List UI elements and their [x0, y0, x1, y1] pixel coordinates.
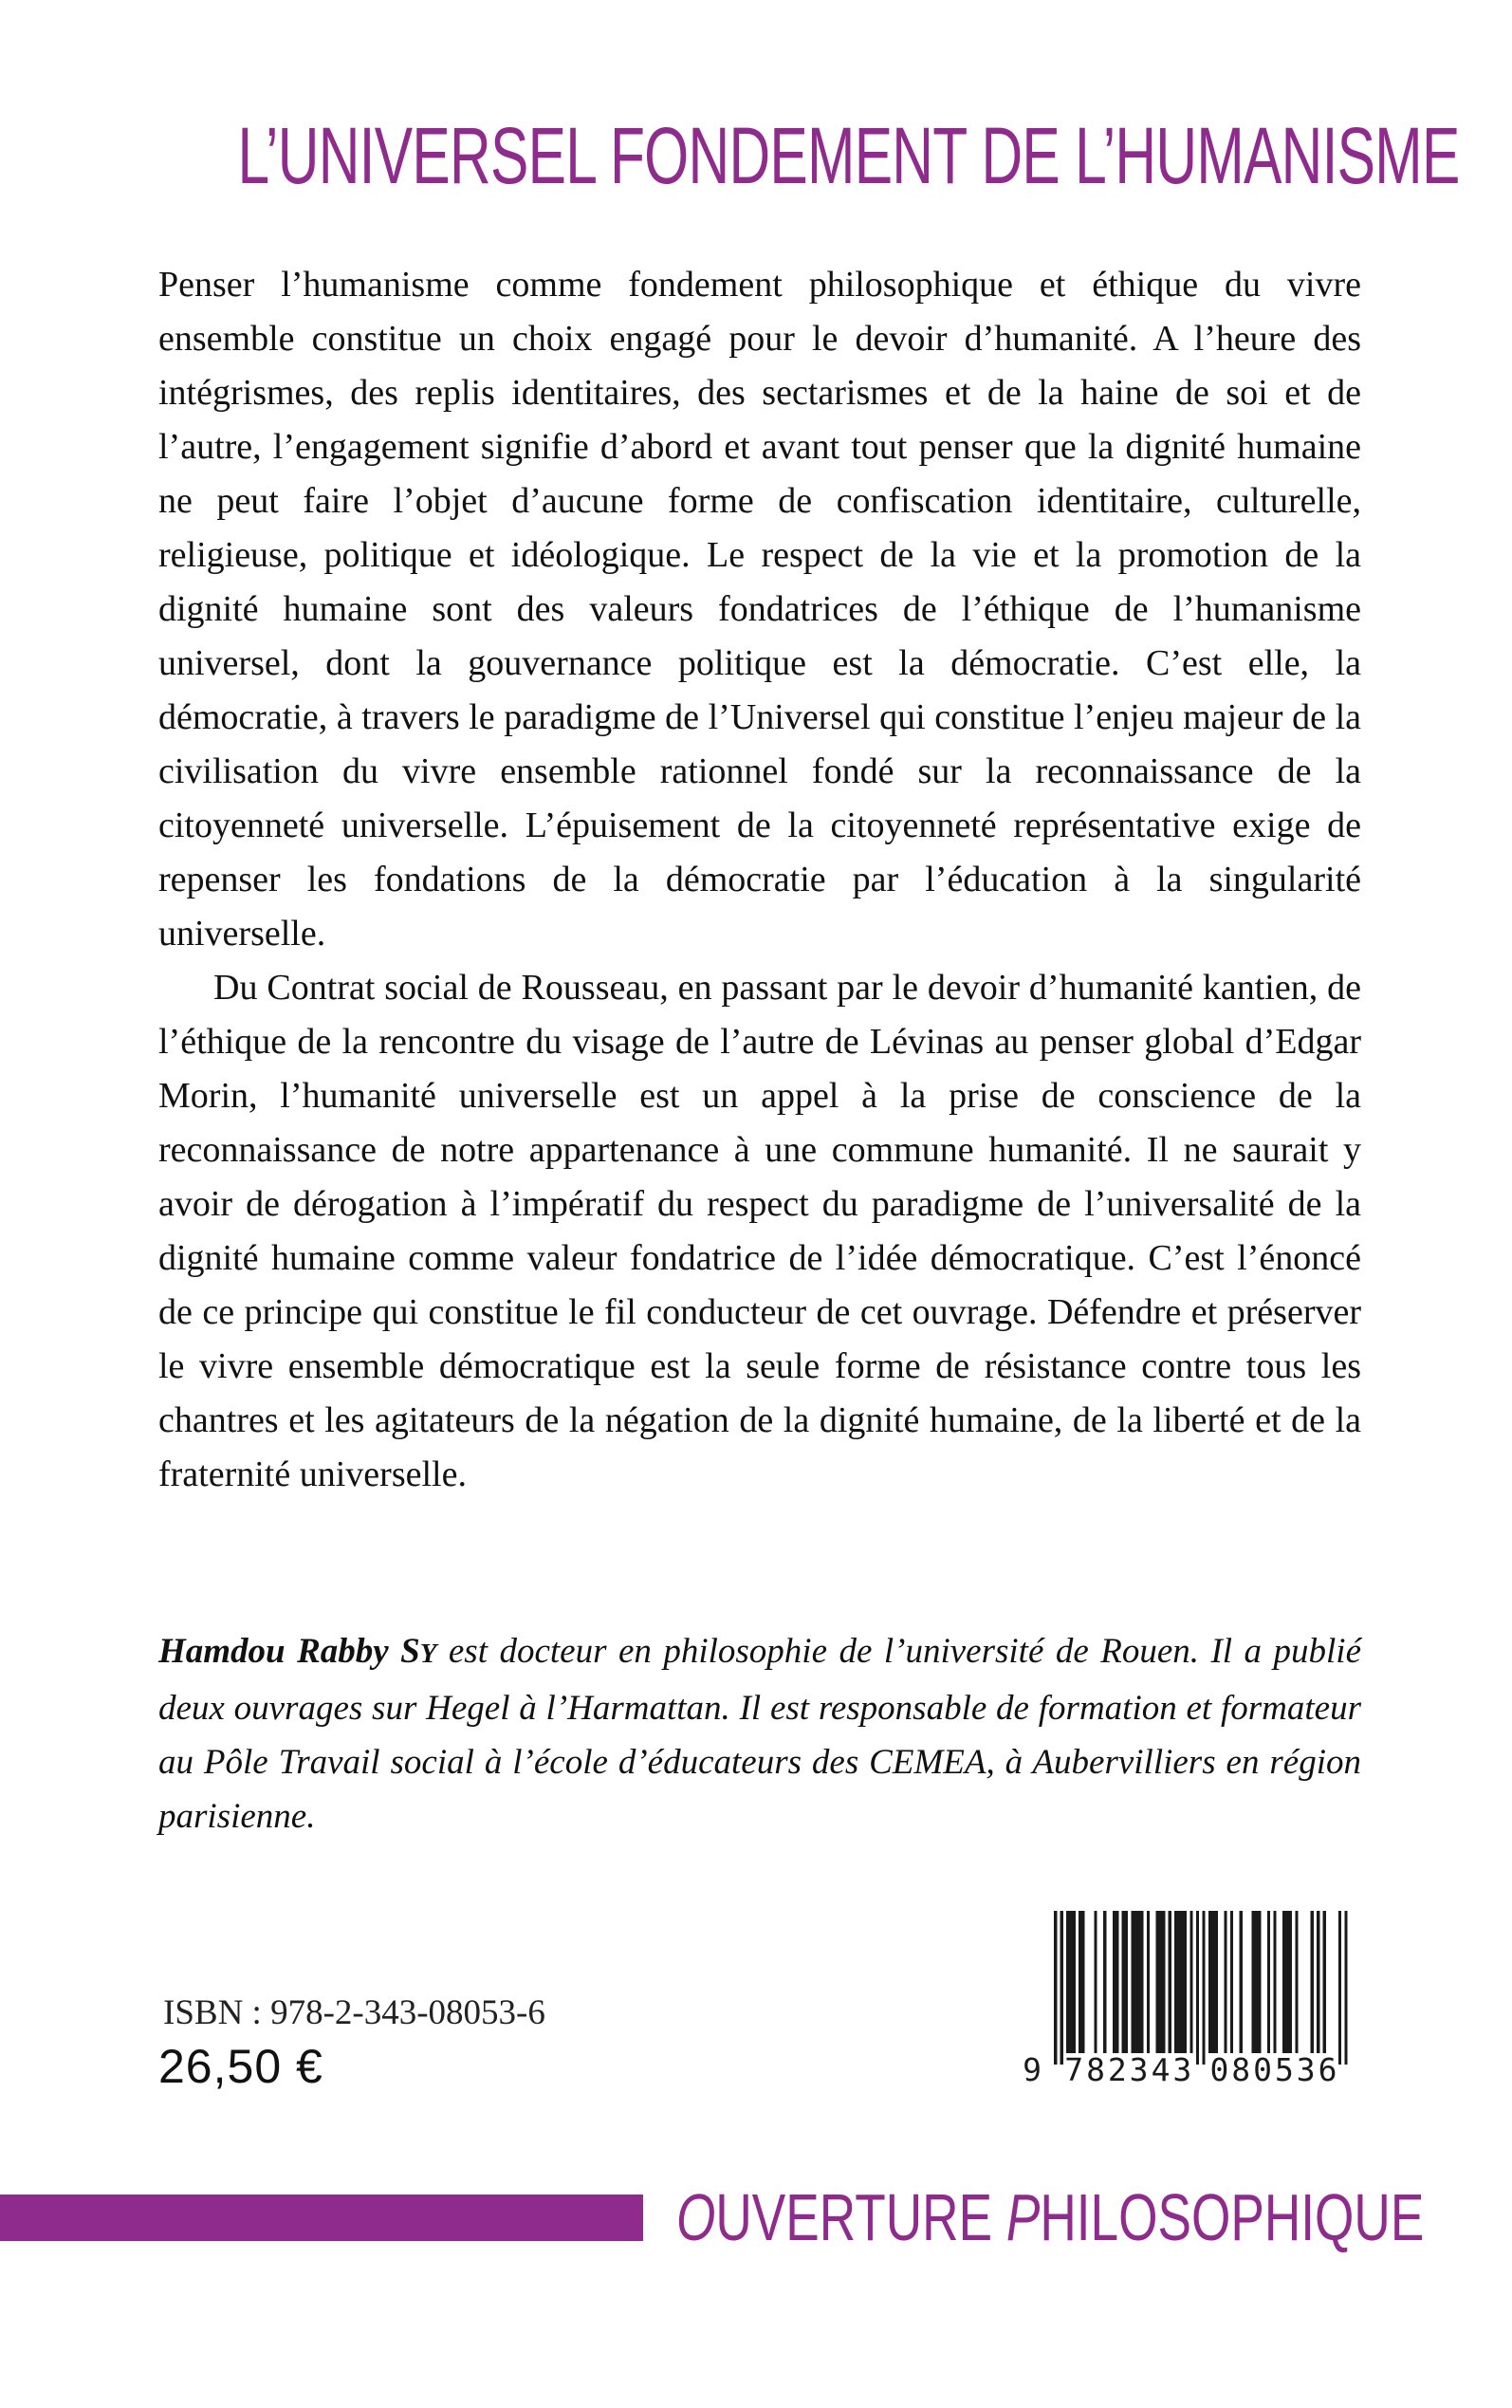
barcode-bar	[1252, 1911, 1262, 2053]
barcode-bar	[1103, 1911, 1106, 2053]
barcode-bar	[1060, 1911, 1063, 2065]
barcode-bar	[1240, 1911, 1243, 2053]
synopsis-paragraph-1: Penser l’humanisme comme fondement philosophique et éthique du vivre ensemble constitue un choix engagé pour le devoir d’humanité. A l’heure des intégrismes, des replis identitaires, des sectarismes et de la haine de soi et de l’autre, l’engagement signifie d’abord et avant tout penser que la dignité humaine ne peut faire l’objet d’aucune forme de confiscation identitaire, culturelle, religieuse, politique et idéologique. Le respect de la vie et la promotion de la dignité humaine sont des valeurs fondatrices de l’éthique de l’humanisme universel, dont la gouvernance politique est la démocratie. C’est elle, la démocratie, à travers le paradigme de l’Universel qui constitue l’enjeu majeur de la civilisation du vivre ensemble rationnel fondé sur la reconnaissance de la citoyenneté universelle. L’épuisement de la citoyenneté représentative exige de repenser les fondations de la démocratie par l’éducation à la singularité universelle.	[158, 265, 1361, 954]
barcode-bar	[1169, 1911, 1171, 2053]
barcode-bar	[1122, 1911, 1129, 2053]
barcode-bar	[1174, 1911, 1187, 2053]
barcode-bar	[1156, 1911, 1166, 2053]
author-name: Hamdou Rabby S	[158, 1632, 420, 1671]
barcode-digit: 3	[1129, 2051, 1149, 2085]
collection-word-ouverture: OUVERTURE	[676, 2180, 993, 2254]
barcode-bar	[1338, 1911, 1341, 2065]
barcode-bar	[1317, 1911, 1319, 2053]
collection-word-philosophique: PHILOSOPHIQUE	[1005, 2180, 1425, 2254]
book-title-text: L’UNIVERSEL FONDEMENT DE L’HUMANISME	[237, 111, 1460, 200]
barcode-bar	[1113, 1911, 1119, 2053]
collection-color-bar	[0, 2195, 643, 2241]
barcode-digit: 8	[1086, 2051, 1105, 2085]
barcode-bar	[1208, 1911, 1218, 2053]
author-bio-text: est docteur en philosophie de l’université de Rouen. Il a publié deux ouvrages sur Hegel à l’Harmattan. Il est responsable de formation et formateur au Pôle Travail social à l’école d’éducateurs des CEMEA, à Aubervilliers en région parisienne.	[158, 1632, 1361, 1836]
barcode-digit: 3	[1296, 2051, 1316, 2085]
synopsis	[158, 258, 1361, 1502]
barcode-bar	[1202, 1911, 1205, 2065]
barcode-digit: 6	[1318, 2051, 1337, 2085]
collection-name	[676, 2180, 1425, 2254]
barcode-bar	[1311, 1911, 1314, 2053]
barcode-digit: 0	[1209, 2051, 1229, 2085]
barcode-bar	[1267, 1911, 1270, 2053]
barcode-digit: 3	[1172, 2051, 1192, 2085]
barcode-digit: 5	[1274, 2051, 1294, 2085]
barcode-bar	[1224, 1911, 1226, 2053]
ean13-barcode	[1004, 1909, 1355, 2085]
barcode-digit: 8	[1231, 2051, 1251, 2085]
price-label: 26,50 €	[158, 2040, 323, 2093]
barcode-digit: 2	[1107, 2051, 1127, 2085]
isbn-label: ISBN : 978-2-343-08053-6	[163, 1993, 545, 2032]
barcode-bar	[1079, 1911, 1085, 2053]
barcode-bar	[1282, 1911, 1292, 2053]
barcode-bar	[1344, 1911, 1347, 2065]
barcode-bar	[1132, 1911, 1144, 2053]
author-bio	[158, 1624, 1361, 1843]
barcode-bar	[1295, 1911, 1298, 2053]
barcode-bar	[1066, 1911, 1076, 2053]
book-title	[0, 112, 1512, 199]
barcode-bar	[1094, 1911, 1097, 2053]
barcode-bar	[1054, 1911, 1057, 2065]
synopsis-paragraph-2: Du Contrat social de Rousseau, en passant par le devoir d’humanité kantien, de l’éthique de la rencontre du visage de l’autre de Lévinas au penser global d’Edgar Morin, l’humanité universelle est un appel à la prise de conscience de la reconnaissance de notre appartenance à une commune humanité. Il ne saurait y avoir de dérogation à l’impératif du respect du paradigme de l’universalité de la dignité humaine comme valeur fondatrice de l’idée démocratique. C’est l’énoncé de ce principe qui constitue le fil conducteur de cet ouvrage. Défendre et préserver le vivre ensemble démocratique est la seule forme de résistance contre tous les chantres et les agitateurs de la négation de la dignité humaine, de la liberté et de la fraternité universelle.	[158, 968, 1361, 1494]
barcode-digit: 4	[1151, 2051, 1171, 2085]
barcode-bar	[1230, 1911, 1233, 2053]
barcode-bar	[1196, 1911, 1199, 2065]
barcode-bar	[1147, 1911, 1150, 2053]
barcode-bar	[1323, 1911, 1326, 2053]
barcode-digit: 7	[1064, 2051, 1084, 2085]
barcode-bar	[1273, 1911, 1276, 2053]
barcode-digit: 0	[1253, 2051, 1272, 2085]
barcode-digit: 9	[1023, 2051, 1042, 2085]
author-name-smallcap: Y	[419, 1639, 437, 1669]
barcode-bar	[1189, 1911, 1192, 2053]
